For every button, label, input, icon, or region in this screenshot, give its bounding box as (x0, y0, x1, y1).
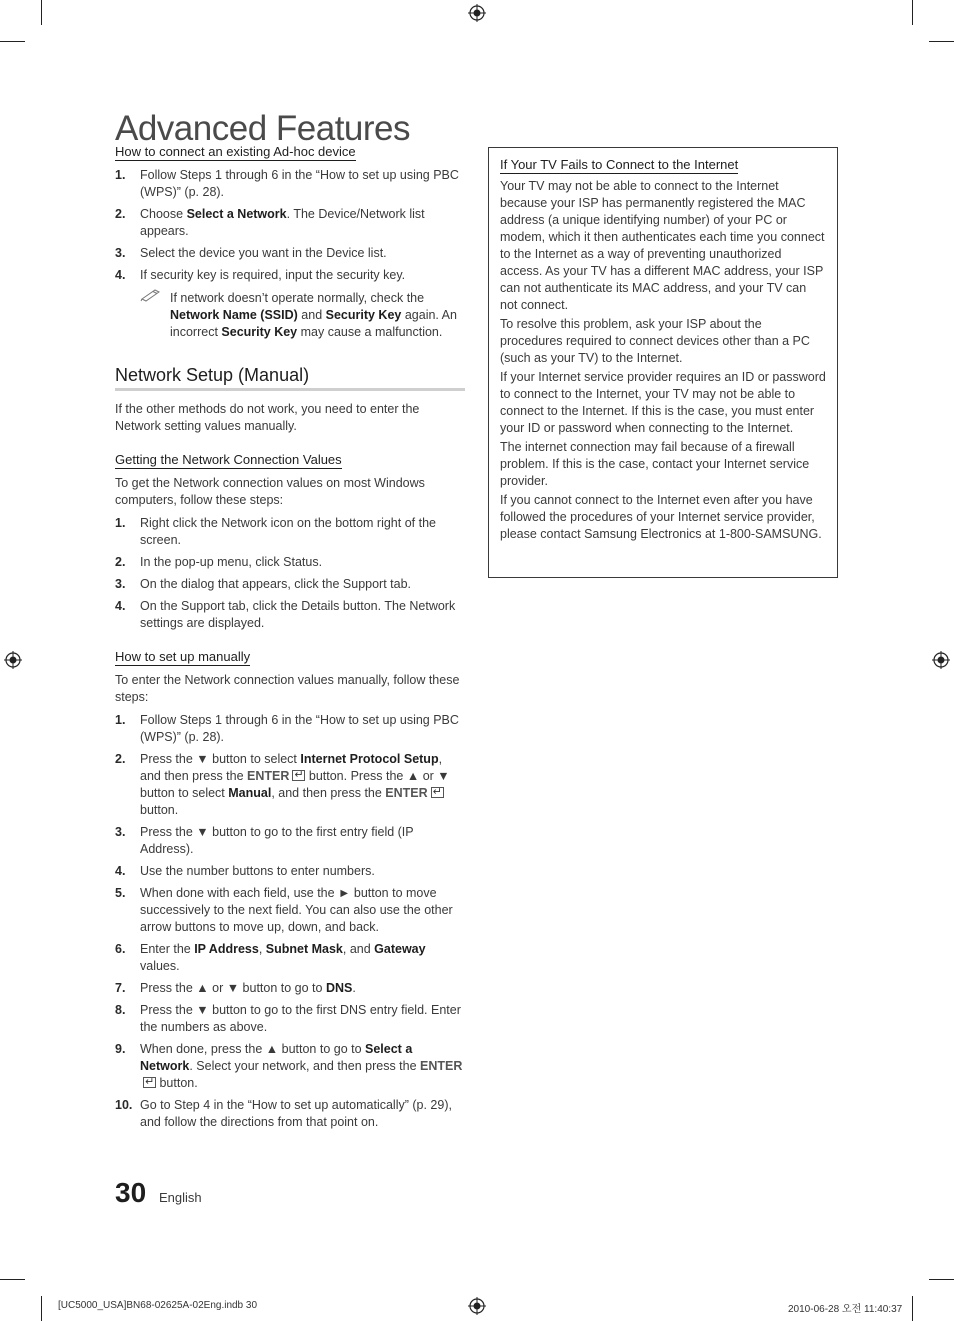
box-paragraph: To resolve this problem, ask your ISP about the procedures required to connect devices other than a PC (such as your TV) to the Internet. (500, 317, 810, 365)
list-item: 2. In the pop-up menu, click Status. (115, 555, 323, 569)
list-item: 3. On the dialog that appears, click the Support tab. (115, 577, 412, 591)
troubleshooting-box (488, 147, 838, 578)
list-item: 10. Go to Step 4 in the “How to set up automatically” (p. 29), and follow the directions from that point on. (115, 1098, 452, 1129)
manual-intro: If the other methods do not work, you need to enter the Network setting values manually. (115, 402, 420, 433)
list-item: 1. Follow Steps 1 through 6 in the “How to set up using PBC (WPS)” (p. 28). (115, 168, 459, 199)
values-steps (115, 515, 465, 632)
page-language: English (159, 1190, 202, 1205)
list-item: 4. If security key is required, input the security key. (115, 268, 406, 282)
crop-mark (41, 0, 42, 25)
box-heading: If Your TV Fails to Connect to the Internet (500, 157, 739, 172)
adhoc-heading: How to connect an existing Ad-hoc device (115, 144, 356, 159)
crop-mark (929, 41, 954, 42)
list-item: 3. Select the device you want in the Device list. (115, 246, 387, 260)
enter-key-label: ENTER (247, 769, 290, 783)
box-paragraph: The internet connection may fail because of a firewall problem. If this is the case, contact your Internet service provider. (500, 440, 810, 488)
list-item: 4. Use the number buttons to enter numbers. (115, 864, 375, 878)
enter-key-label: ENTER (420, 1059, 463, 1073)
list-item: 6. Enter the IP Address, Subnet Mask, and Gateway values. (115, 942, 426, 973)
values-heading: Getting the Network Connection Values (115, 452, 342, 467)
registration-mark-icon (932, 651, 950, 669)
registration-mark-icon (468, 1297, 486, 1315)
list-item: 4. On the Support tab, click the Details button. The Network settings are displayed. (115, 599, 456, 630)
setup-intro: To enter the Network connection values manually, follow these steps: (115, 673, 460, 704)
crop-mark (912, 1296, 913, 1321)
crop-mark (0, 1279, 25, 1280)
setup-heading: How to set up manually (115, 649, 251, 664)
setup-steps (115, 712, 465, 1131)
list-item: 7. Press the ▲ or ▼ button to go to DNS. (115, 981, 356, 995)
enter-icon (431, 787, 444, 798)
crop-mark (41, 1296, 42, 1321)
list-item: 2. Press the ▼ button to select Internet Protocol Setup, and then press the ENTER↵ button. Press the ▲ or ▼ button to select Manual, and then press the ENTER↵ button. (115, 751, 465, 819)
print-file-info: [UC5000_USA]BN68-02625A-02Eng.indb 30 (58, 1300, 258, 1311)
registration-mark-icon (468, 4, 486, 22)
values-intro: To get the Network connection values on most Windows computers, follow these steps: (115, 476, 425, 507)
note-pencil-icon (140, 288, 162, 302)
adhoc-steps (115, 167, 465, 284)
enter-key-label: ENTER (385, 786, 428, 800)
crop-mark (0, 41, 25, 42)
page-title: Advanced Features (115, 109, 411, 149)
enter-icon (143, 1077, 156, 1088)
crop-mark (929, 1279, 954, 1280)
crop-mark (912, 0, 913, 25)
registration-mark-icon (4, 651, 22, 669)
enter-icon (292, 770, 305, 781)
print-date: 2010-06-28 오전 11:40:37 (788, 1304, 903, 1315)
section-heading: Network Setup (Manual) (115, 365, 465, 391)
box-paragraph: If you cannot connect to the Internet even after you have followed the procedures of your Internet service provider, please contact Samsung Electronics at 1-800-SAMSUNG. (500, 493, 822, 541)
box-paragraph: Your TV may not be able to connect to the Internet because your ISP has permanently registered the MAC address (a unique identifying number) of your PC or modem, which it then authenticates each time you connect to the Internet as a way of preventing unauthorized access. As your TV has a different MAC address, your ISP can not authenticate its MAC address, and your TV can not connect. (500, 179, 825, 312)
list-item: 1. Follow Steps 1 through 6 in the “How to set up using PBC (WPS)” (p. 28). (115, 713, 459, 744)
page-number: 30 (115, 1177, 147, 1208)
note: If network doesn’t operate normally, check the Network Name (SSID) and Security Key again. An incorrect Security Key may cause a malfunction. (115, 290, 465, 341)
list-item: 1. Right click the Network icon on the bottom right of the screen. (115, 516, 436, 547)
list-item: 5. When done with each field, use the ► button to move successively to the next field. You can also use the other arrow buttons to move up, down, and back. (115, 886, 453, 934)
list-item: 2. Choose Select a Network. The Device/Network list appears. (115, 207, 425, 238)
left-column (115, 143, 465, 1137)
list-item: 8. Press the ▼ button to go to the first DNS entry field. Enter the numbers as above. (115, 1003, 461, 1034)
box-paragraph: If your Internet service provider requires an ID or password to connect to the Internet, your TV may not be able to connect to the Internet. If this is the case, you must enter your ID or password when connecting to the Internet. (500, 370, 826, 435)
list-item: 3. Press the ▼ button to go to the first entry field (IP Address). (115, 825, 414, 856)
list-item: 9. When done, press the ▲ button to go to Select a Network. Select your network, and then press the ENTER↵ button. (115, 1041, 465, 1092)
